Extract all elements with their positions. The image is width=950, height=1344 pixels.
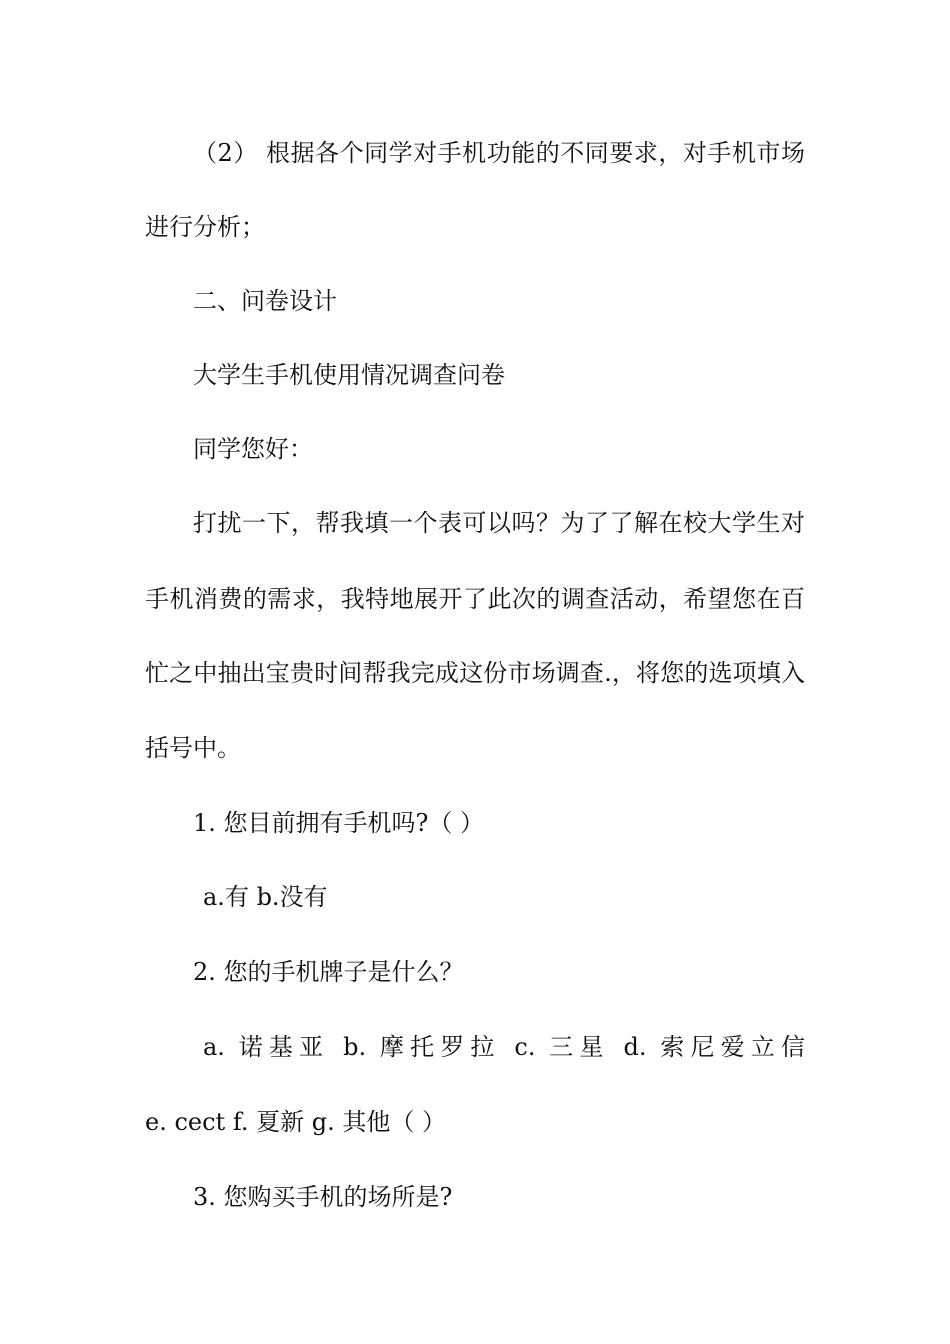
question-3: 3. 您购买手机的场所是? xyxy=(193,1183,453,1211)
question-2: 2. 您的手机牌子是什么？ xyxy=(193,958,464,986)
paragraph-requirement-2: （2） 根据各个同学对手机功能的不同要求，对手机市场 xyxy=(193,139,805,167)
question-2-options: a. 诺基亚 b. 摩托罗拉 c. 三星 d. 索尼爱立信 xyxy=(203,1033,805,1061)
greeting: 同学您好： xyxy=(193,435,313,463)
questionnaire-title: 大学生手机使用情况调查问卷 xyxy=(193,361,505,389)
section-heading: 二、问卷设计 xyxy=(193,287,337,315)
question-2-options-cont: e. cect f. 夏新 g. 其他（ ） xyxy=(145,1108,446,1136)
intro-line-3: 忙之中抽出宝贵时间帮我完成这份市场调查.，将您的选项填入 xyxy=(145,659,805,687)
question-1-options: a.有 b.没有 xyxy=(203,883,328,911)
paragraph-requirement-2-cont: 进行分析； xyxy=(145,213,265,241)
intro-line-2: 手机消费的需求，我特地展开了此次的调查活动，希望您在百 xyxy=(145,585,805,613)
intro-line-4: 括号中。 xyxy=(145,734,241,762)
question-1: 1. 您目前拥有手机吗?（ ） xyxy=(193,809,485,837)
intro-line-1: 打扰一下，帮我填一个表可以吗？为了了解在校大学生对 xyxy=(193,509,805,537)
